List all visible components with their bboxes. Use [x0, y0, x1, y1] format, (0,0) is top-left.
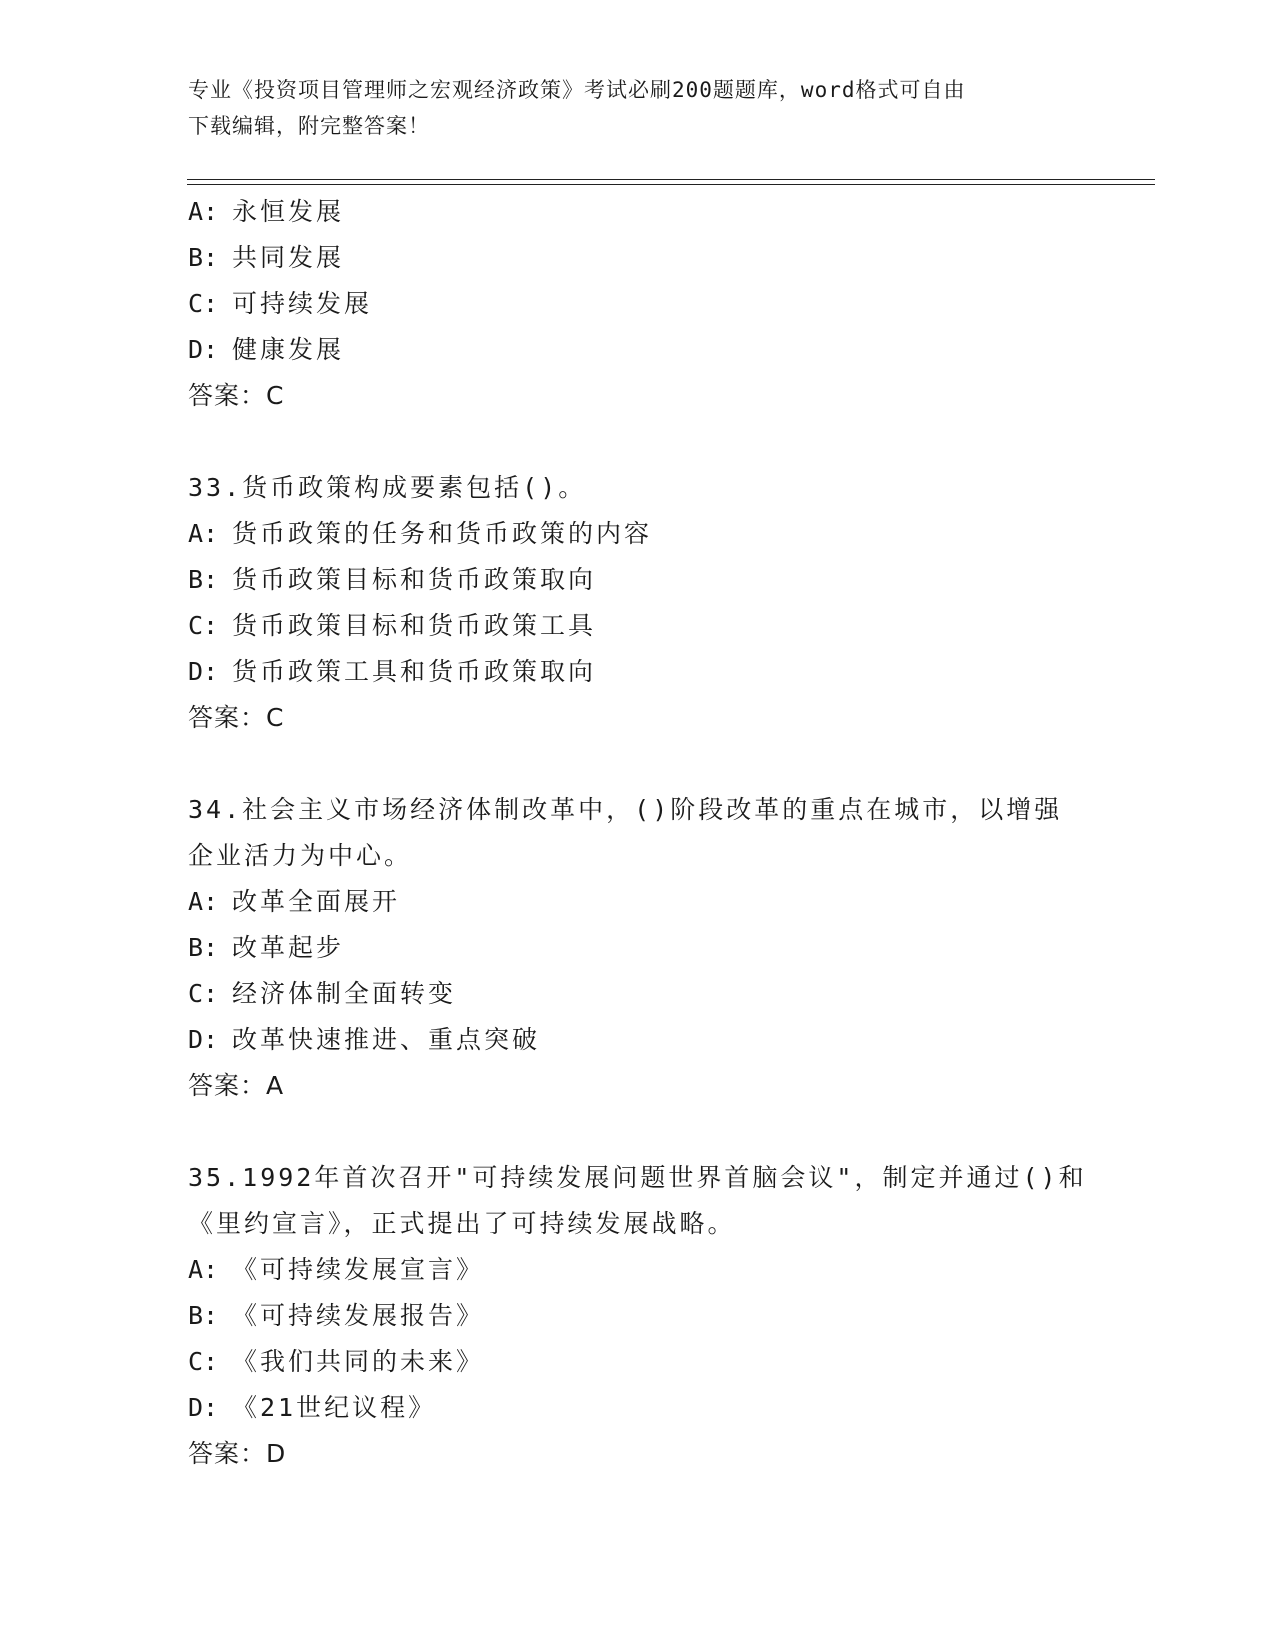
document-header — [188, 72, 1088, 144]
question-stem: 35.1992年首次召开"可持续发展问题世界首脑会议"，制定并通过()和 — [188, 1163, 1087, 1192]
spacer — [188, 1109, 1088, 1155]
option-b — [188, 925, 1088, 971]
option-letter: C: — [188, 611, 219, 640]
question-33 — [188, 465, 1088, 741]
option-text: 货币政策目标和货币政策工具 — [232, 611, 597, 640]
option-letter: A: — [188, 887, 219, 916]
option-text: 《21世纪议程》 — [232, 1393, 437, 1422]
prev-question-block — [188, 189, 1088, 419]
option-text: 货币政策目标和货币政策取向 — [232, 565, 597, 594]
option-letter: D: — [188, 657, 219, 686]
option-d — [188, 1017, 1088, 1063]
option-b — [188, 1293, 1088, 1339]
question-stem-continued: 《里约宣言》，正式提出了可持续发展战略。 — [188, 1209, 736, 1238]
option-a — [188, 879, 1088, 925]
question-34 — [188, 787, 1088, 1109]
option-text: 货币政策的任务和货币政策的内容 — [232, 519, 653, 548]
answer-line: 答案：C — [188, 703, 285, 732]
option-letter: A: — [188, 197, 219, 226]
header-rule-bottom — [187, 184, 1155, 185]
answer-line: 答案：A — [188, 1071, 285, 1100]
option-text: 货币政策工具和货币政策取向 — [232, 657, 597, 686]
option-a — [188, 189, 1088, 235]
answer-line: 答案：C — [188, 381, 285, 410]
option-text: 健康发展 — [232, 335, 345, 364]
header-rule-top — [187, 179, 1155, 180]
answer-line: 答案：D — [188, 1439, 287, 1468]
option-text: 《我们共同的未来》 — [232, 1347, 485, 1376]
option-c — [188, 1339, 1088, 1385]
option-letter: B: — [188, 243, 219, 272]
question-stem: 33.货币政策构成要素包括()。 — [188, 473, 587, 502]
option-c — [188, 603, 1088, 649]
option-c — [188, 281, 1088, 327]
option-letter: D: — [188, 1025, 219, 1054]
option-letter: C: — [188, 289, 219, 318]
option-text: 改革全面展开 — [232, 887, 401, 916]
option-d — [188, 1385, 1088, 1431]
option-letter: D: — [188, 1393, 219, 1422]
option-b — [188, 235, 1088, 281]
option-a — [188, 511, 1088, 557]
question-stem: 34.社会主义市场经济体制改革中，()阶段改革的重点在城市，以增强 — [188, 795, 1063, 824]
spacer — [188, 741, 1088, 787]
option-a — [188, 1247, 1088, 1293]
option-text: 改革快速推进、重点突破 — [232, 1025, 541, 1054]
option-letter: A: — [188, 1255, 219, 1284]
option-text: 经济体制全面转变 — [232, 979, 457, 1008]
question-list — [188, 189, 1088, 1477]
option-text: 《可持续发展宣言》 — [232, 1255, 485, 1284]
header-line-2: 下载编辑，附完整答案！ — [188, 114, 430, 138]
option-letter: C: — [188, 1347, 219, 1376]
option-letter: B: — [188, 1301, 219, 1330]
option-c — [188, 971, 1088, 1017]
option-text: 改革起步 — [232, 933, 345, 962]
spacer — [188, 419, 1088, 465]
header-line-1: 专业《投资项目管理师之宏观经济政策》考试必刷200题题库，word格式可自由 — [188, 78, 966, 102]
option-d — [188, 649, 1088, 695]
option-letter: B: — [188, 933, 219, 962]
option-text: 《可持续发展报告》 — [232, 1301, 485, 1330]
option-b — [188, 557, 1088, 603]
option-text: 可持续发展 — [232, 289, 373, 318]
option-letter: D: — [188, 335, 219, 364]
option-letter: A: — [188, 519, 219, 548]
option-text: 共同发展 — [232, 243, 345, 272]
question-35 — [188, 1155, 1088, 1477]
option-d — [188, 327, 1088, 373]
option-text: 永恒发展 — [232, 197, 345, 226]
question-stem-continued: 企业活力为中心。 — [188, 841, 413, 870]
option-letter: B: — [188, 565, 219, 594]
option-letter: C: — [188, 979, 219, 1008]
